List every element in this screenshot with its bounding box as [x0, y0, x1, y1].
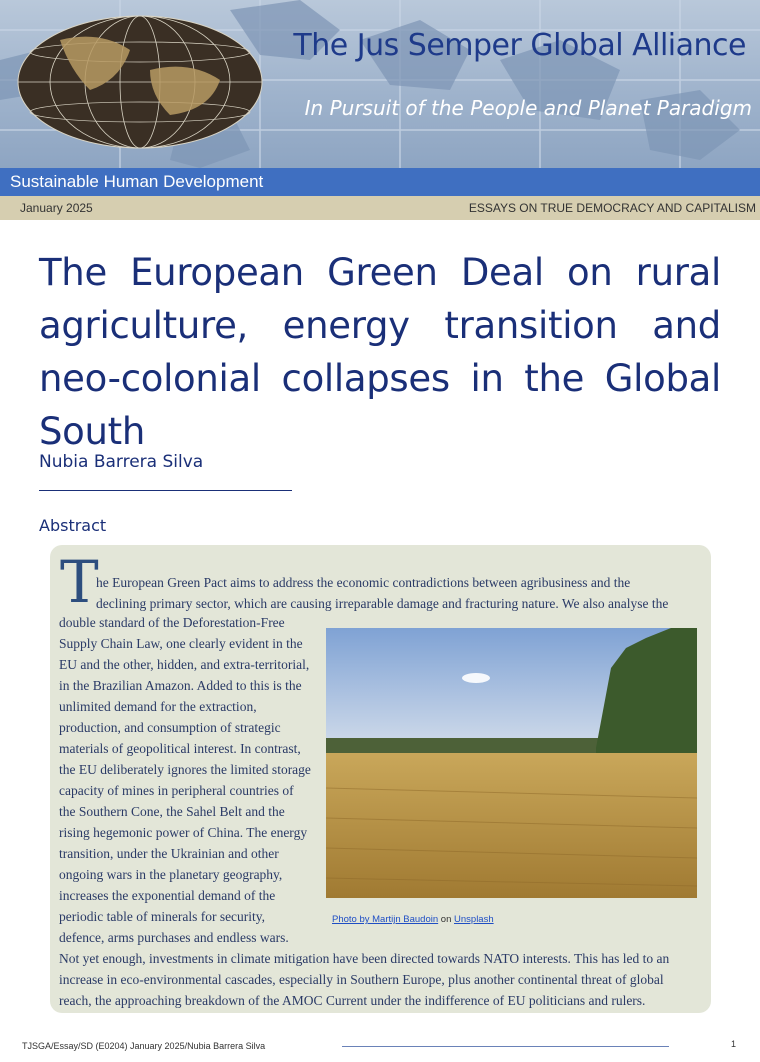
footer-reference: TJSGA/Essay/SD (E0204) January 2025/Nubia Barrera Silva: [22, 1041, 266, 1051]
world-map-background: [0, 0, 760, 168]
abstract-line: production, and consumption of strategic: [59, 720, 281, 735]
caption-separator: on: [438, 914, 455, 925]
photo-caption: [332, 914, 494, 925]
author-name: Nubia Barrera Silva: [39, 452, 204, 472]
abstract-line: increase in eco-environmental cascades, especially in Southern Europe, plus another continental threat of global: [59, 972, 664, 987]
date-bar: [0, 196, 760, 220]
abstract-line: defence, arms purchases and endless wars.: [59, 930, 289, 945]
abstract-line: transition, under the Ukrainian and other: [59, 846, 279, 861]
series-label: ESSAYS ON TRUE DEMOCRACY AND CAPITALISM: [468, 201, 756, 215]
abstract-line: unlimited demand for the extraction,: [59, 699, 257, 714]
header-banner: [0, 0, 760, 168]
abstract-line: Supply Chain Law, one clearly evident in the: [59, 636, 303, 651]
abstract-line: periodic table of minerals for security,: [59, 909, 266, 924]
abstract-line: declining primary sector, which are causing irreparable damage and fracturing nature. We also analyse the: [96, 596, 669, 611]
issue-date: January 2025: [20, 201, 93, 215]
photographer-link[interactable]: Photo by Martijn Baudoin: [332, 914, 439, 925]
page-number: 1: [731, 1039, 737, 1049]
author-divider: [39, 490, 292, 491]
abstract-line: Not yet enough, investments in climate mitigation have been directed towards NATO interests. This has led to an: [59, 951, 670, 966]
article-title: The European Green Deal on rural agriculture, energy transition and neo-colonial collapses in the Global South: [39, 251, 721, 453]
section-bar: [0, 168, 760, 196]
abstract-line: reach, the approaching breakdown of the AMOC Current under the indifference of EU politicians and rulers.: [59, 993, 646, 1008]
section-label: Sustainable Human Development: [10, 172, 264, 191]
abstract-line: capacity of mines in peripheral countries of: [59, 783, 294, 798]
abstract-line: in the Brazilian Amazon. Added to this is the: [59, 678, 302, 693]
abstract-line: materials of geopolitical interest. In contrast,: [59, 741, 301, 756]
globe-icon: [18, 16, 262, 148]
abstract-line: the EU deliberately ignores the limited storage: [59, 762, 311, 777]
abstract-line: the Southern Cone, the Sahel Belt and the: [59, 804, 285, 819]
abstract-line: rising hegemonic power of China. The energy: [59, 825, 308, 840]
footer-divider: [342, 1046, 669, 1047]
abstract-line: he European Green Pact aims to address the economic contradictions between agribusiness and the: [96, 575, 631, 590]
wheat-field-photo: [326, 628, 697, 898]
abstract-line: double standard of the Deforestation-Free: [59, 615, 285, 630]
abstract-heading: Abstract: [39, 516, 107, 535]
abstract-line: increases the exponential demand of the: [59, 888, 276, 903]
organization-tagline: In Pursuit of the People and Planet Paradigm: [304, 96, 752, 120]
abstract-dropcap: T: [60, 548, 99, 616]
abstract-line: ongoing wars in the planetary geography,: [59, 867, 283, 882]
abstract-line: EU and the other, hidden, and extra-territorial,: [59, 657, 310, 672]
unsplash-link[interactable]: Unsplash: [454, 914, 494, 925]
organization-name: The Jus Semper Global Alliance: [293, 28, 746, 63]
